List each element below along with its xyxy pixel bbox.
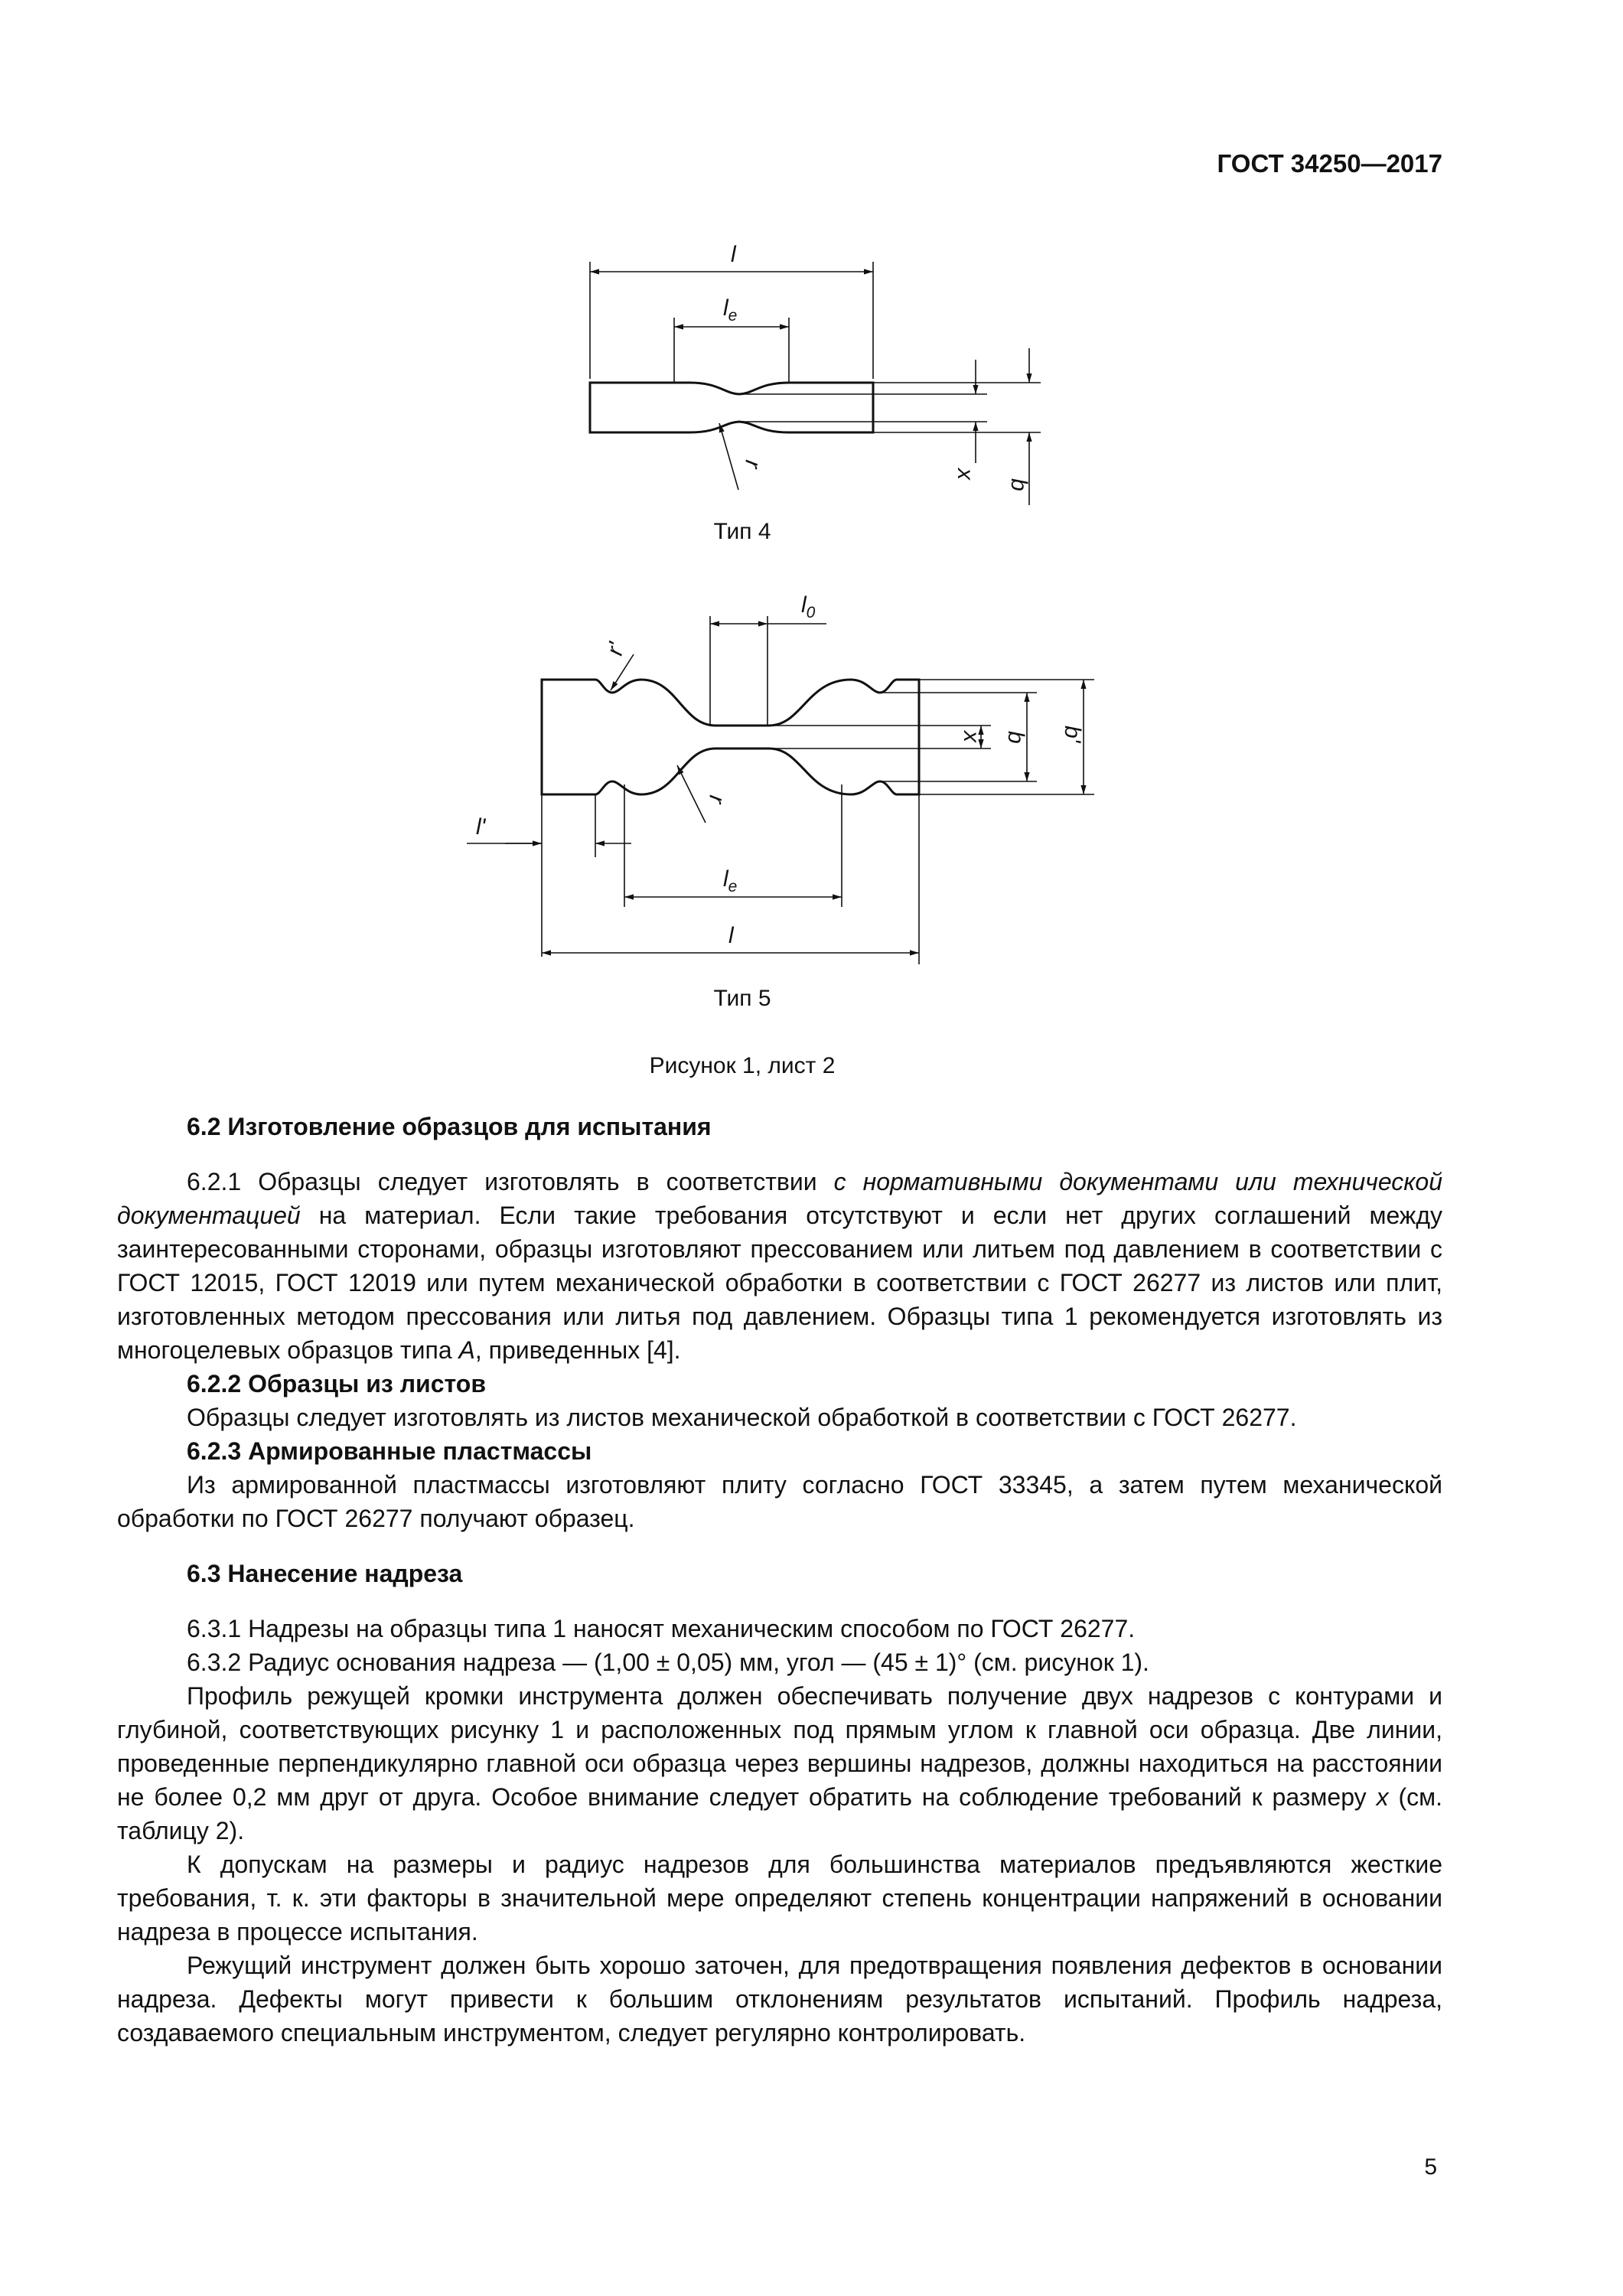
type5-label-b: b (1003, 731, 1028, 744)
type5-label-x: x (959, 731, 984, 742)
page-number: 5 (1424, 2154, 1437, 2180)
paragraph-6-3-2: 6.3.2 Радиус основания надреза — (1,00 ± 0,05) мм, угол — (45 ± 1)° (см. рисунок 1). (187, 1649, 1149, 1676)
paragraph-6-3-3: Профиль режущей кромки инструмента должен обеспечивать получение двух надрезов с контурами и глубиной, соответствующих рисунку 1 и расположенных под прямым углом к главной оси образца. Две линии, проведенные перпендикулярно главной оси образца через вершины надрезов, должны находиться на расстоянии не более 0,2 мм друг от друга. Особое внимание следует обратить на соблюдение требований к размеру x (см. таблицу 2). (117, 1682, 1443, 1844)
type4-label-x: x (953, 468, 978, 480)
paragraph-6-2-3: Из армированной пластмассы изготовляют плиту согласно ГОСТ 33345, а затем путем механической обработки по ГОСТ 26277 получают образец. (117, 1471, 1442, 1532)
figure-caption: Рисунок 1, лист 2 (649, 1053, 836, 1078)
paragraph-6-3-4: К допускам на размеры и радиус надрезов для большинства материалов предъявляются жесткие требования, т. к. эти факторы в значительной мере определяют степень концентрации напряжений в основании надреза в процессе испытания. (117, 1851, 1442, 1945)
document-id-header: ГОСТ 34250—2017 (1217, 149, 1442, 178)
type5-label-l: l (728, 923, 734, 948)
type5-specimen-outline (542, 680, 919, 794)
type4-caption: Тип 4 (713, 519, 771, 544)
type5-label-r-prime: r' (601, 640, 630, 658)
type4-label-le: $l_e$ (723, 295, 738, 325)
heading-6-3: 6.3 Нанесение надреза (187, 1560, 463, 1587)
heading-6-2-3: 6.2.3 Армированные пластмассы (187, 1437, 592, 1465)
heading-6-2: 6.2 Изготовление образцов для испытания (187, 1113, 712, 1140)
heading-6-2-2: 6.2.2 Образцы из листов (187, 1370, 486, 1397)
type4-label-r: r (739, 458, 766, 471)
type5-label-b-prime: b' (1060, 726, 1085, 743)
type5-label-le: $l_e$ (723, 866, 738, 895)
type5-caption: Тип 5 (713, 986, 771, 1011)
paragraph-6-3-5: Режущий инструмент должен быть хорошо заточен, для предотвращения появления дефектов в основании надреза. Дефекты могут привести к большим отклонениям результатов испытаний. Профиль надреза, создаваемого специальным инструментом, следует регулярно контролировать. (117, 1952, 1442, 2047)
type5-drawing (467, 616, 1094, 964)
paragraph-6-2-1: 6.2.1 Образцы следует изготовлять в соответствии с нормативными документами или технической документацией на материал. Если такие требования отсутствуют и если нет других соглашений между заинтересованными сторонами, образцы изготовляют прессованием или литьем под давлением в соответствии с ГОСТ 12015, ГОСТ 12019 или путем механической обработки в соответствии с ГОСТ 26277 из листов или плит, изготовленных методом прессования или литья под давлением. Образцы типа 1 рекомендуется изготовлять из многоцелевых образцов типа А, приведенных [4]. (117, 1168, 1443, 1364)
type5-label-l-prime: l' (476, 814, 486, 840)
paragraph-6-3-1: 6.3.1 Надрезы на образцы типа 1 наносят механическим способом по ГОСТ 26277. (187, 1615, 1136, 1642)
type4-label-b: b (1006, 478, 1031, 491)
paragraph-6-2-2: Образцы следует изготовлять из листов механической обработкой в соответствии с ГОСТ 26277. (187, 1404, 1297, 1431)
body-text (117, 1110, 1442, 2050)
type4-specimen-outline (590, 383, 873, 432)
type4-label-l: l (731, 242, 736, 267)
type5-label-r: r (703, 793, 730, 806)
type5-label-l0: $l_0$ (801, 592, 816, 621)
